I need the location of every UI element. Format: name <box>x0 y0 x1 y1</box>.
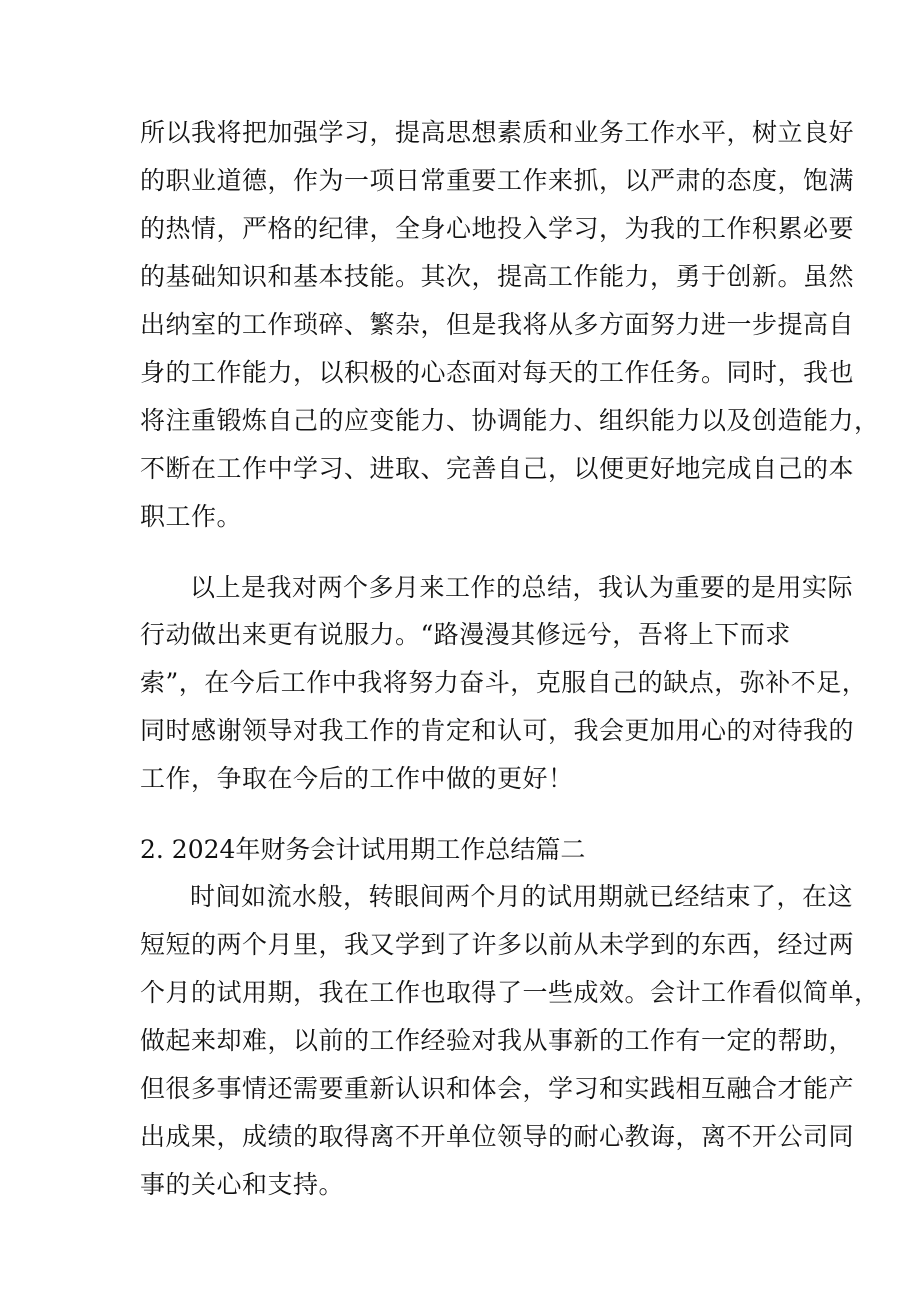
paragraph-line: 个月的试用期，我在工作也取得了一些成效。会计工作看似简单， <box>140 978 880 1007</box>
paragraph-line: 以上是我对两个多月来工作的总结，我认为重要的是用实际 <box>190 573 854 602</box>
paragraph-line: 行动做出来更有说服力。“路漫漫其修远兮，吾将上下而求 <box>140 620 791 649</box>
paragraph-line: 同时感谢领导对我工作的肯定和认可，我会更加用心的对待我的 <box>140 716 855 745</box>
paragraph-line: 索”，在今后工作中我将努力奋斗，克服自己的缺点，弥补不足， <box>140 668 868 697</box>
paragraph-line: 但很多事情还需要重新认识和体会，学习和实践相互融合才能产 <box>140 1074 855 1103</box>
paragraph-line: 的基础知识和基本技能。其次，提高工作能力，勇于创新。虽然 <box>140 262 855 291</box>
paragraph-line: 时间如流水般，转眼间两个月的试用期就已经结束了，在这 <box>190 882 854 911</box>
section-heading: 2. 2024年财务会计试用期工作总结篇二 <box>140 835 586 864</box>
paragraph-line: 不断在工作中学习、进取、完善自己，以便更好地完成自己的本 <box>140 454 855 483</box>
paragraph-line: 的职业道德，作为一项日常重要工作来抓，以严肃的态度，饱满 <box>140 166 855 195</box>
paragraph-line: 将注重锻炼自己的应变能力、协调能力、组织能力以及创造能力， <box>140 406 880 435</box>
paragraph-line: 的热情，严格的纪律，全身心地投入学习，为我的工作积累必要 <box>140 214 855 243</box>
paragraph-line: 做起来却难，以前的工作经验对我从事新的工作有一定的帮助， <box>140 1026 855 1055</box>
paragraph-line: 工作，争取在今后的工作中做的更好！ <box>140 764 574 793</box>
paragraph-line: 事的关心和支持。 <box>140 1170 345 1199</box>
paragraph-line: 出成果，成绩的取得离不开单位领导的耐心教诲，离不开公司同 <box>140 1122 855 1151</box>
paragraph-line: 职工作。 <box>140 502 243 531</box>
paragraph-line: 短短的两个月里，我又学到了许多以前从未学到的东西，经过两 <box>140 930 855 959</box>
paragraph-line: 所以我将把加强学习，提高思想素质和业务工作水平，树立良好 <box>140 118 855 147</box>
paragraph-line: 出纳室的工作琐碎、繁杂，但是我将从多方面努力进一步提高自 <box>140 310 855 339</box>
paragraph-line: 身的工作能力，以积极的心态面对每天的工作任务。同时，我也 <box>140 358 855 387</box>
